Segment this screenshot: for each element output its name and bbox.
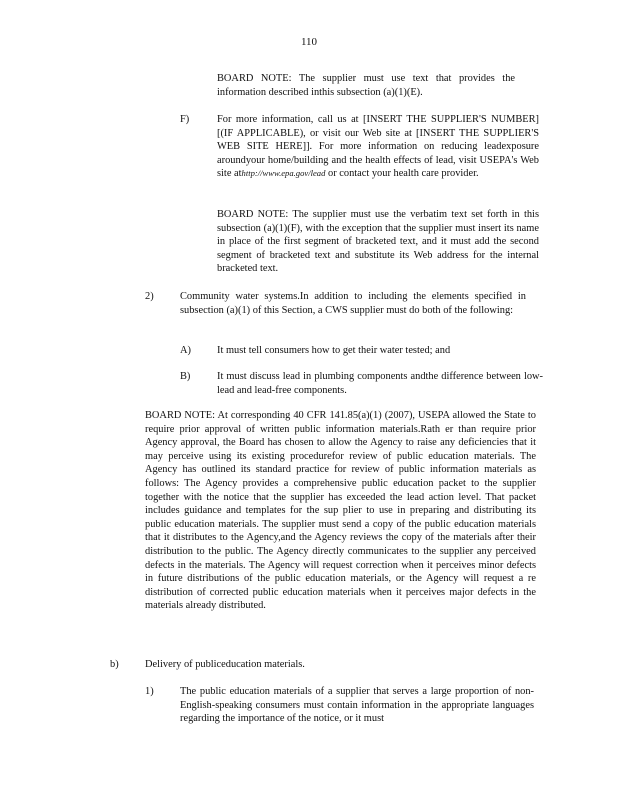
item-f-text (217, 113, 539, 181)
section-b-label: b) (110, 659, 119, 670)
section-b-heading: Delivery of publiceducation materials. (145, 659, 305, 670)
item-2-text: Community water systems.In addition to including the elements specified in subsection (a)(1) of this Section, a CWS supplier must do both of the following: (180, 291, 526, 316)
page-number: 110 (300, 36, 318, 48)
item-2b-text: It must discuss lead in plumbing components andthe difference between low-lead and lead-free components. (217, 371, 543, 396)
board-note-f: BOARD NOTE: The supplier must use the verbatim text set forth in this subsection (a)(1)(F), with the exception that the supplier must insert its name in place of the first segment of bracketed text, and it must add the second segment of bracketed text and substitute its Web address for the internal bracketed text. (217, 209, 539, 275)
board-note-main: BOARD NOTE: At corresponding 40 CFR 141.85(a)(1) (2007), USEPA allowed the State to require prior approval of written public information materials.Rath er than require prior Agency approval, the Board has chosen to allow the Agency to raise any deficiencies that it may perceive using its existing procedurefor review of public education materials. The Agency has outlined its standard practice for review of public information materials as follows: The Agency provides a comprehensive public education packet to the supplier together with the notice that the supplier has exceeded the lead action level. That packet includes guidance and templates for the sup plier to use in preparing and distributing its public education materials. The supplier must send a copy of the public education materials that it distributes to the Agency,and the Agency reviews the copy of the materials after their distribution to the public. The Agency directly communicates to the supplier any perceived defects in the materials. The Agency will request correction when it perceives minor defects in future distributions of the public education materials, or the Agency will request a re distribution of corrected public education materials when it perceives major defects in the materials already distributed. (145, 410, 536, 612)
item-2-label: 2) (145, 291, 154, 302)
item-b1-label: 1) (145, 686, 154, 697)
item-f-body: For more information, call us at [INSERT THE SUPPLIER'S NUMBER] [(IF APPLICABLE), or visit our Web site at [INSERT THE SUPPLIER'S WEB SITE HERE]]. For more information on reducing leadexposure aroundyour home/building and the health effects of lead, visit USEPA's Web site at (217, 114, 539, 180)
item-b1-text: The public education materials of a supplier that serves a large proportion of non-English-speaking consumers must contain information in the appropriate languages regarding the importance of the notice, or it must (180, 686, 534, 725)
item-f-label: F) (180, 114, 190, 125)
item-2a-label: A) (180, 345, 191, 356)
item-2a-text: It must tell consumers how to get their water tested; and (217, 345, 451, 356)
epa-lead-url: http://www.epa.gov/lead (241, 168, 326, 179)
board-note-e: BOARD NOTE: The supplier must use text that provides the information described inthis subsection (a)(1)(E). (217, 73, 515, 98)
item-f-tail: or contact your health care provider. (325, 168, 479, 180)
item-2b-label: B) (180, 371, 191, 382)
